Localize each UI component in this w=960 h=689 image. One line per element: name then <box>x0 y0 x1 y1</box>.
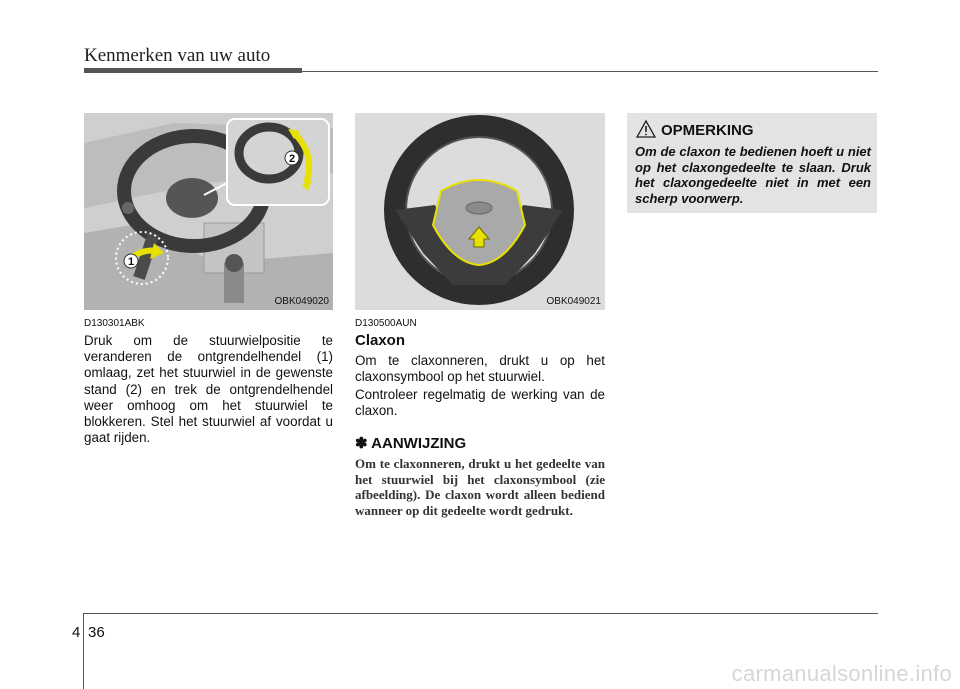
header-bar <box>84 68 302 73</box>
footer-divider <box>83 613 84 689</box>
steering-wheel-figure <box>355 113 605 310</box>
page-number: 36 <box>88 624 105 641</box>
watermark: carmanualsonline.info <box>731 661 952 686</box>
figure-code-middle: OBK049021 <box>546 296 601 307</box>
section-code-middle: D130500AUN <box>355 318 417 329</box>
notice-title: OPMERKING <box>661 122 754 139</box>
callout-1-label: 1 <box>127 256 135 268</box>
note-heading: ✽ AANWIJZING <box>355 435 467 452</box>
footer-rule <box>84 613 878 614</box>
steering-adjust-illustration <box>84 113 333 310</box>
chapter-number: 4 <box>72 624 81 641</box>
steering-wheel-illustration <box>355 113 605 310</box>
claxon-paragraph-1: Om te claxonneren, drukt u op het claxonsymbool op het stuurwiel. <box>355 353 605 385</box>
section-code-left: D130301ABK <box>84 318 145 329</box>
note-body: Om te claxonneren, drukt u het gedeelte van het stuurwiel bij het claxonsymbool (zie afbeelding). De claxon wordt alleen bediend wanneer op dit gedeelte wordt gedrukt. <box>355 456 605 518</box>
warning-triangle-icon <box>635 119 657 139</box>
page-header-title: Kenmerken van uw auto <box>84 45 271 66</box>
figure-code-left: OBK049020 <box>274 296 329 307</box>
section-title-claxon: Claxon <box>355 332 406 349</box>
notice-box <box>627 113 877 213</box>
steering-adjust-figure <box>84 113 333 310</box>
callout-2-label: 2 <box>288 153 296 165</box>
notice-body: Om de claxon te bedienen hoeft u niet op het claxongedeelte te slaan. Druk het claxongedeelte niet in met een scherp voorwerp. <box>635 144 871 206</box>
header-rule <box>302 71 878 72</box>
claxon-paragraph-2: Controleer regelmatig de werking van de claxon. <box>355 387 605 419</box>
steering-adjust-paragraph: Druk om de stuurwielpositie te veranderen de ontgrendelhendel (1) omlaag, zet het stuurwiel in de gewenste stand (2) en trek de ontgrendelhendel weer omhoog om het stuurwiel te blokkeren. Stel het stuurwiel af voordat u gaat rijden. <box>84 333 333 446</box>
